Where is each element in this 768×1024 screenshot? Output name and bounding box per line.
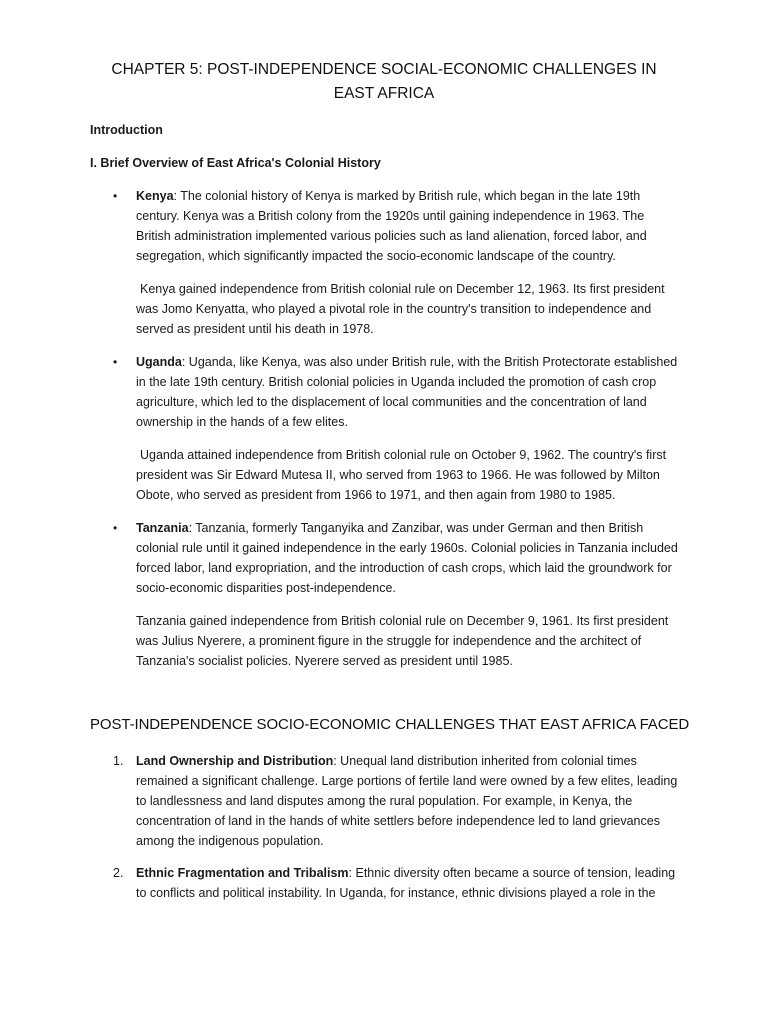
bullet-uganda: • — [113, 355, 118, 369]
overview-heading: I. Brief Overview of East Africa's Colonial History — [90, 156, 381, 170]
chapter-title: CHAPTER 5: POST-INDEPENDENCE SOCIAL-ECONOMIC CHALLENGES IN EAST AFRICA — [111, 61, 657, 102]
paragraph-uganda-independence: Uganda attained independence from British colonial rule on October 9, 1962. The country's first president was Sir Edward Mutesa II, who served from 1963 to 1966. He was followed by Milton Obote, who served as president from 1966 to 1971, and then again from 1980 to 1985. — [136, 448, 667, 502]
list-item-kenya — [136, 186, 682, 266]
introduction-heading: Introduction — [90, 123, 163, 137]
country-text-uganda: : Uganda, like Kenya, was also under British rule, with the British Protectorate established in the late 19th century. British colonial policies in Uganda included the promotion of cash crop agriculture, which led to the displacement of local communities and the concentration of land ownership in the hands of a few elites. — [136, 355, 678, 429]
challenge-term-1: Land Ownership and Distribution — [136, 754, 334, 768]
country-text-kenya: : The colonial history of Kenya is marked by British rule, which began in the late 19th century. Kenya was a British colony from the 1920s until gaining independence in 1963. The British administration implemented various policies such as land alienation, forced labor, and segregation, which significantly impacted the socio-economic landscape of the country. — [136, 189, 647, 263]
challenge-item-land-ownership — [136, 751, 682, 851]
challenge-text-1: : Unequal land distribution inherited from colonial times remained a significant challenge. Large portions of fertile land were owned by a few elites, leading to landlessness and land disputes among the rural population. For example, in Kenya, the concentration of land in the hands of white settlers before independence led to land grievances among the indigenous population. — [136, 754, 678, 848]
list-number-2: 2. — [113, 866, 124, 880]
bullet-tanzania: • — [113, 521, 118, 535]
list-number-1: 1. — [113, 754, 124, 768]
country-name-uganda: Uganda — [136, 355, 182, 369]
challenge-term-2: Ethnic Fragmentation and Tribalism — [136, 866, 349, 880]
country-name-tanzania: Tanzania — [136, 521, 189, 535]
paragraph-tanzania-independence: Tanzania gained independence from British colonial rule on December 9, 1961. Its first president was Julius Nyerere, a prominent figure in the struggle for independence and the architect of Tanzania's socialist policies. Nyerere served as president until 1985. — [136, 614, 669, 668]
country-text-tanzania: : Tanzania, formerly Tanganyika and Zanzibar, was under German and then British colonial rule until it gained independence in the early 1960s. Colonial policies in Tanzania included forced labor, land expropriation, and the introduction of cash crops, which laid the groundwork for socio-economic disparities post-independence. — [136, 521, 678, 595]
bullet-kenya: • — [113, 189, 118, 203]
list-item-uganda — [136, 352, 682, 432]
challenge-item-ethnic-fragmentation — [136, 863, 682, 903]
list-item-tanzania — [136, 518, 682, 598]
challenge-text-2: : Ethnic diversity often became a source of tension, leading to conflicts and political instability. In Uganda, for instance, ethnic divisions played a role in the — [136, 866, 676, 900]
paragraph-kenya-independence: Kenya gained independence from British colonial rule on December 12, 1963. Its first president was Jomo Kenyatta, who played a pivotal role in the country's transition to independence and served as president until his death in 1978. — [136, 282, 665, 336]
country-name-kenya: Kenya — [136, 189, 174, 203]
challenges-heading: POST-INDEPENDENCE SOCIO-ECONOMIC CHALLENGES THAT EAST AFRICA FACED — [90, 716, 690, 733]
